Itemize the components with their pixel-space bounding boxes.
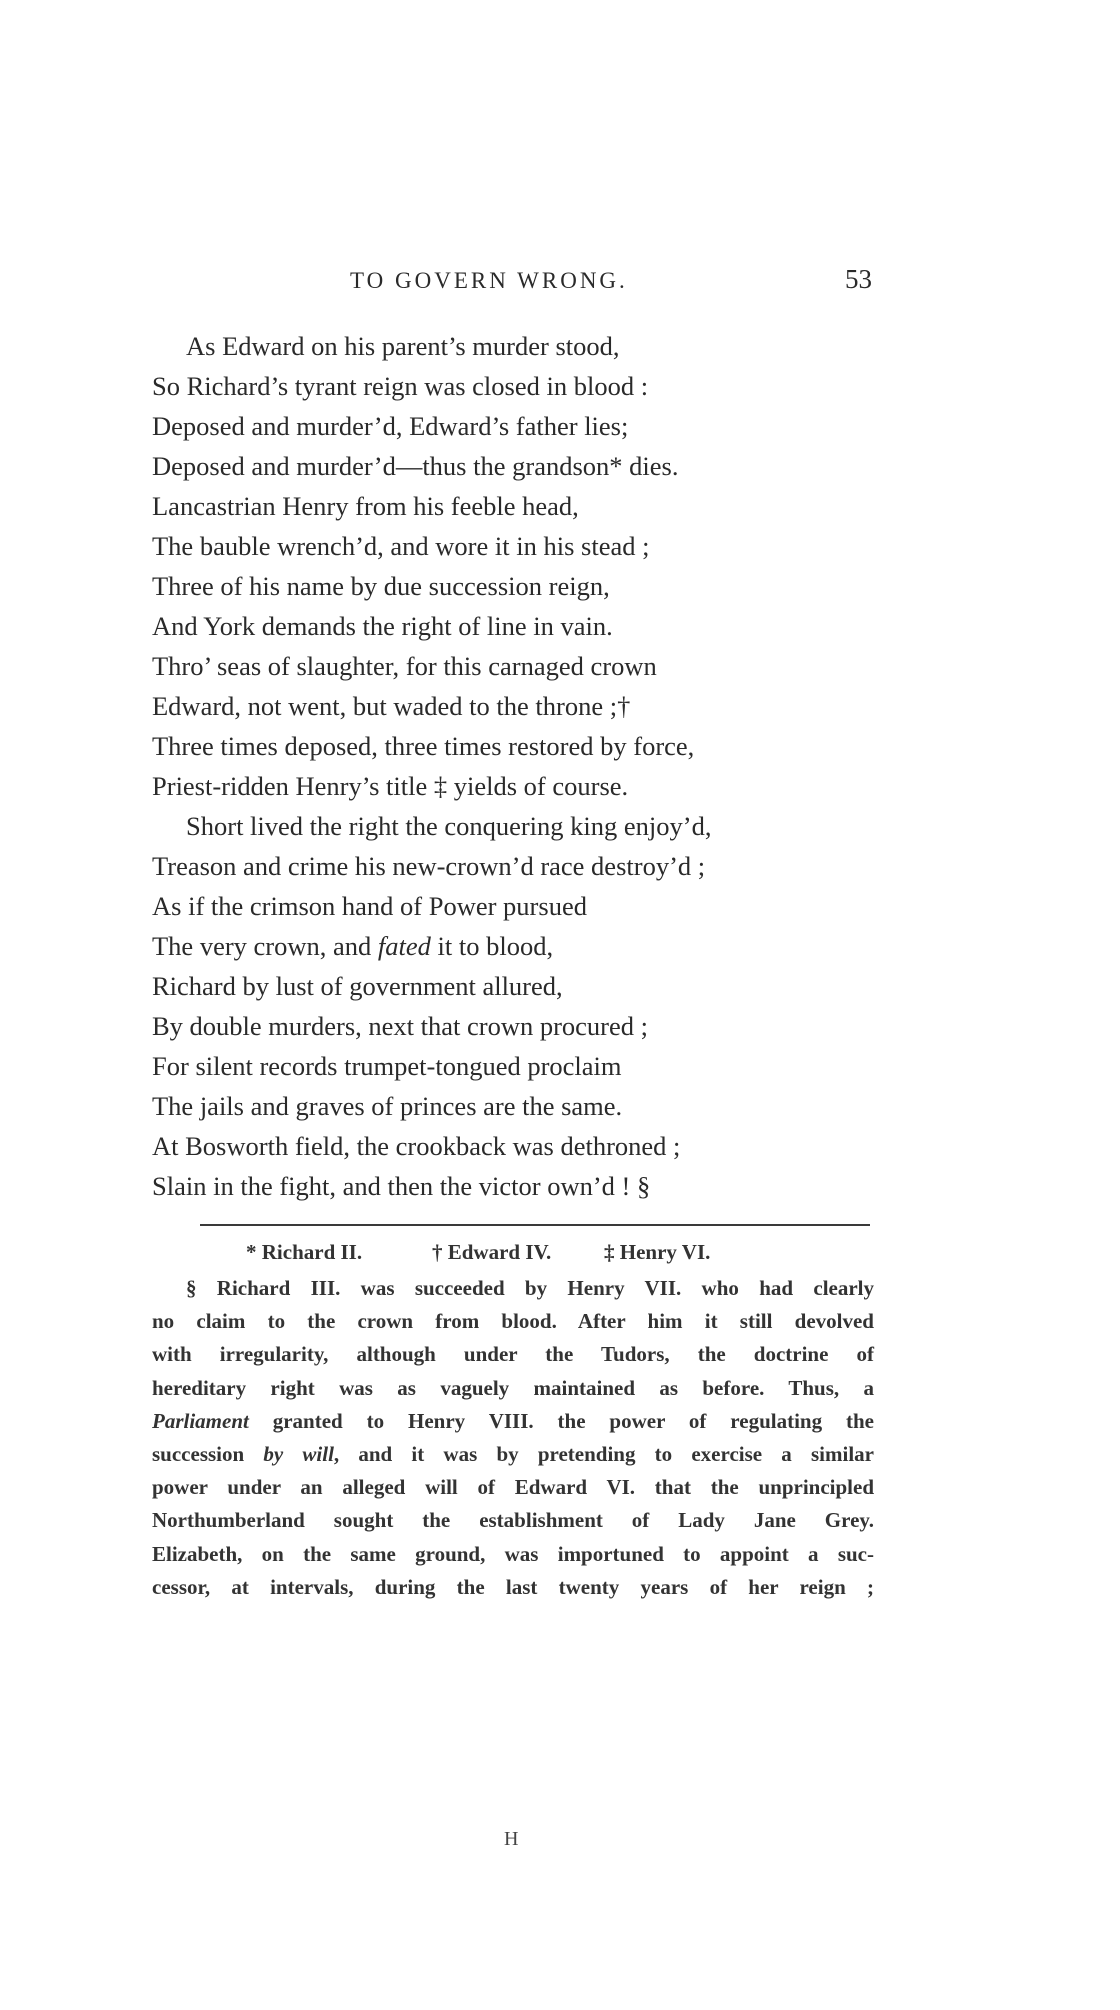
poem-line: Lancastrian Henry from his feeble head, bbox=[152, 491, 579, 521]
footnote-line-part: , and it was by pretending to exercise a similar bbox=[333, 1441, 874, 1466]
poem-line: Treason and crime his new-crown’d race destroy’d ; bbox=[152, 851, 706, 881]
poem-line-italic: fated bbox=[377, 931, 431, 961]
footnote-line: § Richard III. was succeeded by Henry VII. who had clearly bbox=[186, 1276, 874, 1300]
footnote-references bbox=[152, 1236, 874, 1272]
poem-line: Deposed and murder’d, Edward’s father lies; bbox=[152, 411, 629, 441]
footnote-line: power under an alleged will of Edward VI. that the unprincipled bbox=[152, 1475, 874, 1500]
page-number: 53 bbox=[845, 264, 872, 294]
poem-line bbox=[152, 926, 912, 966]
stanza-2 bbox=[152, 806, 912, 1206]
poem-line: At Bosworth field, the crookback was dethroned ; bbox=[152, 1131, 681, 1161]
footnote-line: Northumberland sought the establishment of Lady Jane Grey. bbox=[152, 1508, 874, 1533]
poem-line: As if the crimson hand of Power pursued bbox=[152, 891, 587, 921]
footnote-line: no claim to the crown from blood. After him it still devolved bbox=[152, 1309, 874, 1334]
footnotes bbox=[152, 1236, 874, 1604]
poem-line: As Edward on his parent’s murder stood, bbox=[186, 331, 620, 361]
poem-line: Richard by lust of government allured, bbox=[152, 971, 563, 1001]
footnote-line: hereditary right was as vaguely maintained as before. Thus, a bbox=[152, 1375, 874, 1400]
footnote-italic: by will bbox=[263, 1441, 334, 1466]
poem-line: Edward, not went, but waded to the throne ;† bbox=[152, 691, 631, 721]
footnote-paragraph bbox=[152, 1272, 874, 1604]
poem-line-part: it to blood, bbox=[430, 931, 554, 961]
poem-line: Slain in the fight, and then the victor own’d ! § bbox=[152, 1171, 651, 1201]
poem-line: The bauble wrench’d, and wore it in his stead ; bbox=[152, 531, 650, 561]
footnote-line bbox=[152, 1405, 874, 1438]
poem-line: Short lived the right the conquering king enjoy’d, bbox=[186, 811, 712, 841]
poem-line: Priest-ridden Henry’s title ‡ yields of course. bbox=[152, 771, 629, 801]
page-header bbox=[152, 264, 872, 304]
footnote-line bbox=[152, 1438, 874, 1471]
poem-line: And York demands the right of line in vain. bbox=[152, 611, 613, 641]
poem-line: Three of his name by due succession reign, bbox=[152, 571, 610, 601]
footnote-line: Elizabeth, on the same ground, was importuned to appoint a suc- bbox=[152, 1541, 874, 1566]
footnote-line-part: granted to Henry VIII. the power of regulating the bbox=[248, 1408, 874, 1433]
stanza-1 bbox=[152, 326, 912, 806]
footnote-line: cessor, at intervals, during the last twenty years of her reign ; bbox=[152, 1574, 874, 1599]
poem-line: For silent records trumpet-tongued proclaim bbox=[152, 1051, 622, 1081]
footnote-rule bbox=[200, 1224, 870, 1226]
poem-line: Deposed and murder’d—thus the grandson* dies. bbox=[152, 451, 679, 481]
poem-line: Three times deposed, three times restored by force, bbox=[152, 731, 695, 761]
poem-line: Thro’ seas of slaughter, for this carnaged crown bbox=[152, 651, 657, 681]
footnote-line: with irregularity, although under the Tudors, the doctrine of bbox=[152, 1342, 874, 1367]
poem bbox=[152, 326, 912, 1206]
poem-line: By double murders, next that crown procured ; bbox=[152, 1011, 649, 1041]
signature-mark: H bbox=[504, 1828, 519, 1850]
running-head: TO GOVERN WRONG. bbox=[350, 268, 628, 293]
footnote-ref: ‡ Henry VI. bbox=[604, 1240, 711, 1264]
footnote-italic: Parliament bbox=[152, 1408, 249, 1433]
poem-line: So Richard’s tyrant reign was closed in blood : bbox=[152, 371, 649, 401]
footnote-line-part: succession bbox=[152, 1441, 264, 1466]
poem-line: The jails and graves of princes are the same. bbox=[152, 1091, 623, 1121]
poem-line-part: The very crown, and bbox=[152, 931, 378, 961]
footnote-ref: † Edward IV. bbox=[432, 1240, 552, 1264]
footnote-ref: * Richard II. bbox=[246, 1240, 363, 1264]
